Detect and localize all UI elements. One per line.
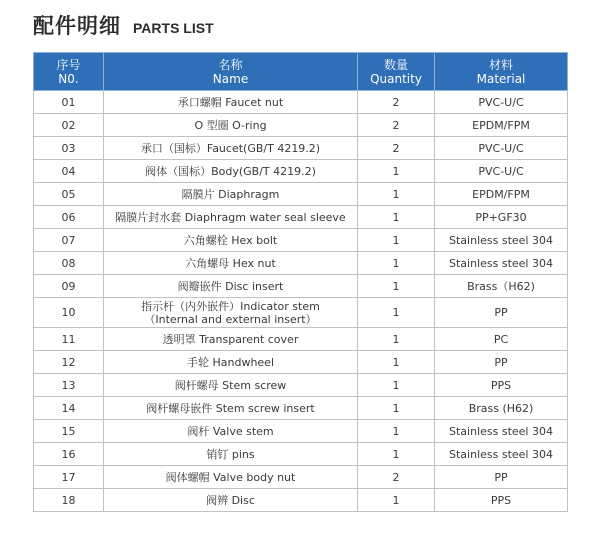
cell-material: PP	[435, 466, 568, 489]
table-row	[34, 351, 568, 374]
cell-quantity: 2	[358, 91, 435, 114]
cell-quantity: 1	[358, 374, 435, 397]
header-quantity	[358, 53, 435, 91]
table-row	[34, 328, 568, 351]
header-quantity-en: Quantity	[370, 71, 422, 86]
cell-name: 阀体（国标）Body(GB/T 4219.2)	[104, 160, 358, 183]
page-title-en: PARTS LIST	[133, 20, 214, 36]
cell-no: 16	[34, 443, 104, 466]
cell-material: PP+GF30	[435, 206, 568, 229]
cell-name: 六角螺母 Hex nut	[104, 252, 358, 275]
table-row	[34, 275, 568, 298]
cell-no: 04	[34, 160, 104, 183]
table-row	[34, 91, 568, 114]
cell-name: 承口螺帽 Faucet nut	[104, 91, 358, 114]
cell-name: 阀杆螺母 Stem screw	[104, 374, 358, 397]
cell-quantity: 1	[358, 160, 435, 183]
table-header-row	[34, 53, 568, 91]
cell-material: Stainless steel 304	[435, 443, 568, 466]
cell-quantity: 2	[358, 114, 435, 137]
page-heading	[33, 10, 214, 42]
cell-no: 01	[34, 91, 104, 114]
cell-material: Stainless steel 304	[435, 420, 568, 443]
cell-name: 隔膜片 Diaphragm	[104, 183, 358, 206]
cell-material: EPDM/FPM	[435, 183, 568, 206]
table-row	[34, 489, 568, 512]
cell-name: 手轮 Handwheel	[104, 351, 358, 374]
table-row	[34, 160, 568, 183]
parts-table	[33, 52, 568, 512]
cell-material: Stainless steel 304	[435, 252, 568, 275]
cell-quantity: 1	[358, 328, 435, 351]
table-row	[34, 466, 568, 489]
cell-no: 11	[34, 328, 104, 351]
cell-no: 14	[34, 397, 104, 420]
cell-quantity: 2	[358, 137, 435, 160]
cell-no: 10	[34, 298, 104, 328]
table-row	[34, 206, 568, 229]
cell-quantity: 1	[358, 489, 435, 512]
cell-no: 05	[34, 183, 104, 206]
table-row	[34, 298, 568, 328]
header-name	[104, 53, 358, 91]
cell-name-line-2: （Internal and external insert）	[144, 312, 317, 326]
header-material-en: Material	[476, 71, 526, 86]
cell-name: 阀杆螺母嵌件 Stem screw insert	[104, 397, 358, 420]
cell-no: 18	[34, 489, 104, 512]
cell-material: PVC-U/C	[435, 91, 568, 114]
cell-quantity: 1	[358, 298, 435, 328]
cell-material: PC	[435, 328, 568, 351]
cell-name-line-1: 指示杆（内外嵌件）Indicator stem	[141, 299, 320, 313]
cell-material: PPS	[435, 374, 568, 397]
cell-name: 阀杆 Valve stem	[104, 420, 358, 443]
header-name-cn: 名称	[218, 57, 243, 72]
table-row	[34, 252, 568, 275]
cell-material: PPS	[435, 489, 568, 512]
cell-no: 17	[34, 466, 104, 489]
cell-material: Stainless steel 304	[435, 229, 568, 252]
cell-quantity: 1	[358, 397, 435, 420]
cell-material: PVC-U/C	[435, 160, 568, 183]
header-no-en: N0.	[58, 71, 79, 86]
cell-name: 阀辨 Disc	[104, 489, 358, 512]
table-row	[34, 183, 568, 206]
cell-name: 阀瓣嵌件 Disc insert	[104, 275, 358, 298]
cell-quantity: 2	[358, 466, 435, 489]
cell-no: 15	[34, 420, 104, 443]
cell-no: 07	[34, 229, 104, 252]
cell-name	[104, 298, 358, 328]
table-row	[34, 114, 568, 137]
cell-material: PVC-U/C	[435, 137, 568, 160]
cell-quantity: 1	[358, 252, 435, 275]
cell-quantity: 1	[358, 420, 435, 443]
cell-name: 承口（国标）Faucet(GB/T 4219.2)	[104, 137, 358, 160]
cell-material: Brass（H62)	[435, 275, 568, 298]
table-row	[34, 420, 568, 443]
cell-quantity: 1	[358, 229, 435, 252]
table-row	[34, 397, 568, 420]
table-row	[34, 229, 568, 252]
cell-quantity: 1	[358, 206, 435, 229]
cell-name: O 型圈 O-ring	[104, 114, 358, 137]
header-material-cn: 材料	[488, 57, 513, 72]
cell-material: EPDM/FPM	[435, 114, 568, 137]
cell-material: PP	[435, 298, 568, 328]
cell-name: 隔膜片封水套 Diaphragm water seal sleeve	[104, 206, 358, 229]
table-row	[34, 374, 568, 397]
cell-name: 透明罩 Transparent cover	[104, 328, 358, 351]
page-title-cn: 配件明细	[33, 14, 121, 38]
header-material	[435, 53, 568, 91]
cell-quantity: 1	[358, 183, 435, 206]
cell-no: 09	[34, 275, 104, 298]
cell-material: Brass (H62)	[435, 397, 568, 420]
header-name-en: Name	[212, 71, 249, 86]
header-no-cn: 序号	[56, 57, 81, 72]
cell-no: 06	[34, 206, 104, 229]
cell-material: PP	[435, 351, 568, 374]
cell-no: 02	[34, 114, 104, 137]
cell-no: 03	[34, 137, 104, 160]
table-row	[34, 443, 568, 466]
cell-quantity: 1	[358, 351, 435, 374]
cell-quantity: 1	[358, 275, 435, 298]
cell-no: 12	[34, 351, 104, 374]
cell-quantity: 1	[358, 443, 435, 466]
cell-name: 销钉 pins	[104, 443, 358, 466]
cell-no: 13	[34, 374, 104, 397]
header-no	[34, 53, 104, 91]
header-quantity-cn: 数量	[383, 57, 408, 72]
cell-no: 08	[34, 252, 104, 275]
cell-name: 阀体螺帽 Valve body nut	[104, 466, 358, 489]
table-row	[34, 137, 568, 160]
cell-name: 六角螺栓 Hex bolt	[104, 229, 358, 252]
